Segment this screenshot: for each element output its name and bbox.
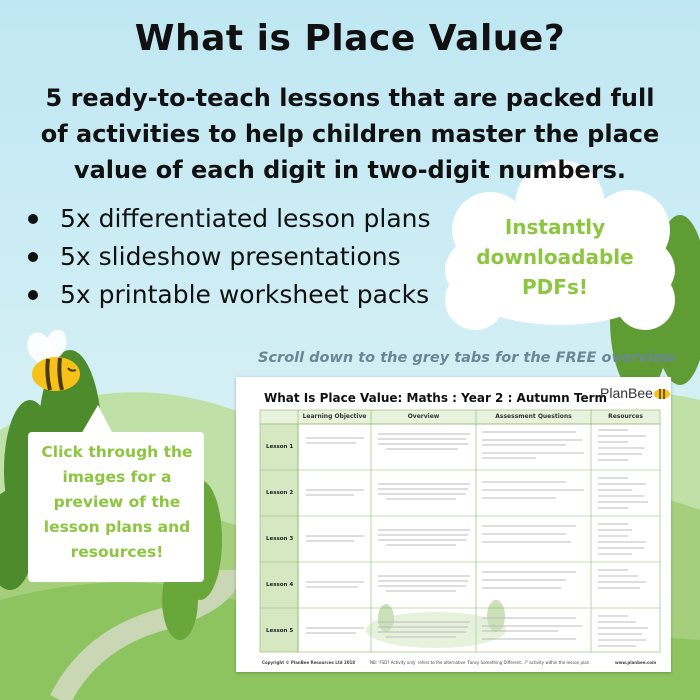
- row-label-lesson-4: Lesson 4: [266, 582, 294, 588]
- bee-icon: [20, 330, 90, 400]
- col-header-overview: Overview: [407, 413, 440, 420]
- row-label-lesson-5: Lesson 5: [266, 628, 294, 634]
- subheading: 5 ready-to-teach lessons that are packed full of activities to help children master the place value of each digit in two-digit numbers.: [40, 84, 660, 184]
- bullet-icon: [28, 252, 38, 262]
- feature-list: [28, 200, 431, 314]
- row-label-lesson-3: Lesson 3: [266, 536, 294, 542]
- bullet-icon: [28, 214, 38, 224]
- doc-footnote: NB: 'FSD? Activity only' refers to the alternative 'Fancy Something Different...?' activity within the lesson plan: [370, 660, 590, 665]
- row-label-lesson-2: Lesson 2: [266, 490, 294, 496]
- doc-copyright: Copyright © PlanBee Resources Ltd 2018: [262, 660, 356, 665]
- feature-item: 5x slideshow presentations: [28, 238, 431, 276]
- col-header-objective: Learning Objective: [302, 413, 367, 420]
- planbee-logo: PlanBee: [600, 385, 653, 401]
- download-badge: Instantly downloadable PDFs!: [476, 215, 634, 299]
- bullet-icon: [28, 290, 38, 300]
- feature-item: 5x differentiated lesson plans: [28, 200, 431, 238]
- mini-bee-icon: [652, 384, 672, 400]
- col-header-resources: Resources: [608, 413, 643, 420]
- lesson-table: [236, 402, 671, 672]
- col-header-assessment: Assessment Questions: [495, 413, 572, 420]
- doc-website: www.planbee.com: [615, 660, 657, 665]
- doc-title: What Is Place Value: Maths : Year 2 : Autumn Term: [264, 391, 608, 405]
- preview-callout-text: Click through the images for a preview of the lesson plans and resources!: [41, 443, 193, 561]
- feature-item: 5x printable worksheet packs: [28, 276, 431, 314]
- row-label-lesson-1: Lesson 1: [266, 444, 294, 450]
- page-title: What is Place Value?: [134, 18, 566, 59]
- scroll-note: Scroll down to the grey tabs for the FREE overview: [258, 350, 676, 366]
